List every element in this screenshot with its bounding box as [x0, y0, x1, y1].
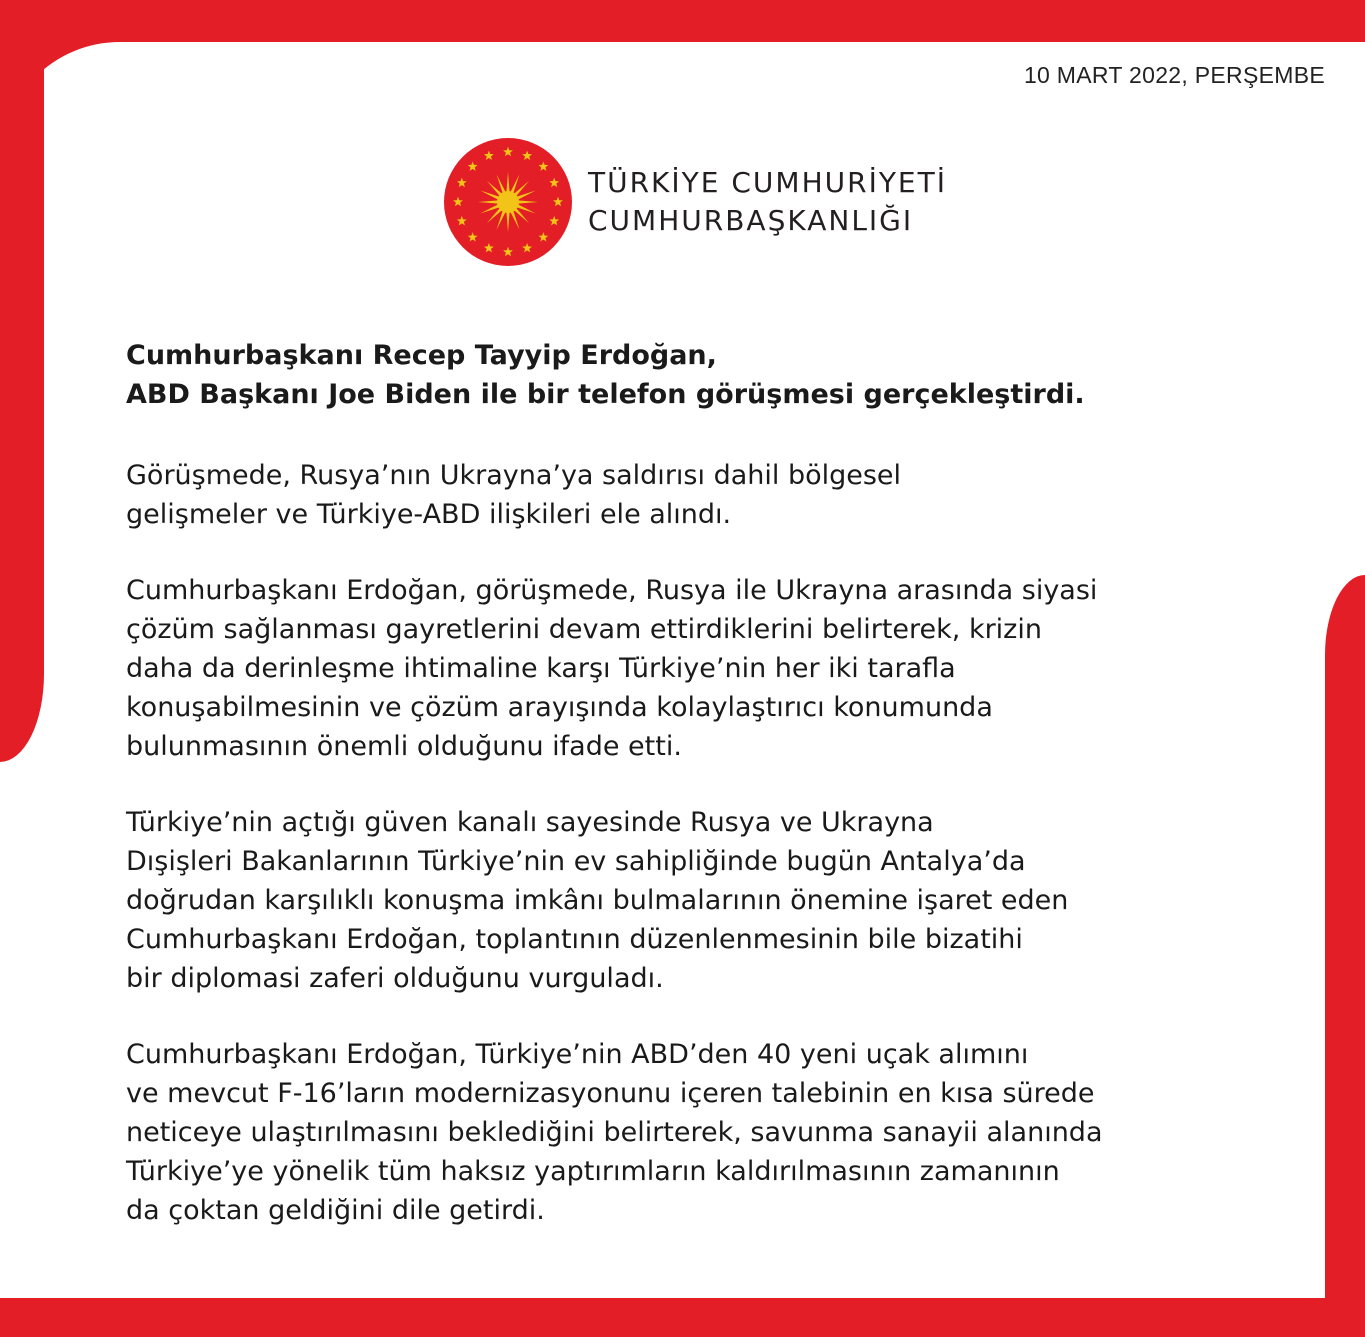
paragraph-line: konuşabilmesinin ve çözüm arayışında kolaylaştırıcı konumunda — [126, 692, 993, 723]
presidential-seal-icon — [444, 138, 572, 266]
paragraph-4 — [126, 1035, 1126, 1230]
paragraph-1 — [126, 456, 1126, 534]
org-line-2: CUMHURBAŞKANLIĞI — [588, 204, 914, 237]
paragraph-line: Dışişleri Bakanlarının Türkiye’nin ev sahipliğinde bugün Antalya’da — [126, 846, 1026, 877]
paragraph-line: bulunmasının önemli olduğunu ifade etti. — [126, 731, 682, 762]
press-release-body — [126, 336, 1126, 1267]
left-red-accent — [0, 42, 44, 762]
headline — [126, 336, 1126, 414]
paragraph-line: Türkiye’ye yönelik tüm haksız yaptırımların kaldırılmasının zamanının — [126, 1156, 1060, 1187]
paragraph-line: Cumhurbaşkanı Erdoğan, Türkiye’nin ABD’den 40 yeni uçak alımını — [126, 1039, 1029, 1070]
paragraph-line: ve mevcut F-16’ların modernizasyonunu içeren talebinin en kısa sürede — [126, 1078, 1095, 1109]
paragraph-line: neticeye ulaştırılmasını beklediğini belirterek, savunma sanayii alanında — [126, 1117, 1103, 1148]
paragraph-3 — [126, 803, 1126, 998]
paragraph-line: gelişmeler ve Türkiye-ABD ilişkileri ele alındı. — [126, 499, 732, 530]
paragraph-line: daha da derinleşme ihtimaline karşı Türkiye’nin her iki tarafla — [126, 653, 956, 684]
headline-line-1: Cumhurbaşkanı Recep Tayyip Erdoğan, — [126, 340, 717, 371]
paragraph-line: doğrudan karşılıklı konuşma imkânı bulmalarının önemine işaret eden — [126, 885, 1069, 916]
organization-name — [588, 164, 947, 240]
paragraph-line: çözüm sağlanması gayretlerini devam ettirdiklerini belirterek, krizin — [126, 614, 1042, 645]
paragraph-2 — [126, 571, 1126, 766]
paragraph-line: Görüşmede, Rusya’nın Ukrayna’ya saldırısı dahil bölgesel — [126, 460, 902, 491]
paragraph-line: Türkiye’nin açtığı güven kanalı sayesinde Rusya ve Ukrayna — [126, 807, 934, 838]
paragraph-line: Cumhurbaşkanı Erdoğan, toplantının düzenlenmesinin bile bizatihi — [126, 924, 1023, 955]
org-line-1: TÜRKİYE CUMHURİYETİ — [588, 166, 947, 199]
date-label: 10 MART 2022, PERŞEMBE — [1023, 62, 1325, 88]
headline-line-2: ABD Başkanı Joe Biden ile bir telefon görüşmesi gerçekleştirdi. — [126, 379, 1085, 410]
paragraph-line: Cumhurbaşkanı Erdoğan, görüşmede, Rusya ile Ukrayna arasında siyasi — [126, 575, 1098, 606]
paragraph-line: da çoktan geldiğini dile getirdi. — [126, 1195, 545, 1226]
paragraph-line: bir diplomasi zaferi olduğunu vurguladı. — [126, 963, 664, 994]
right-red-accent — [1325, 575, 1365, 1298]
